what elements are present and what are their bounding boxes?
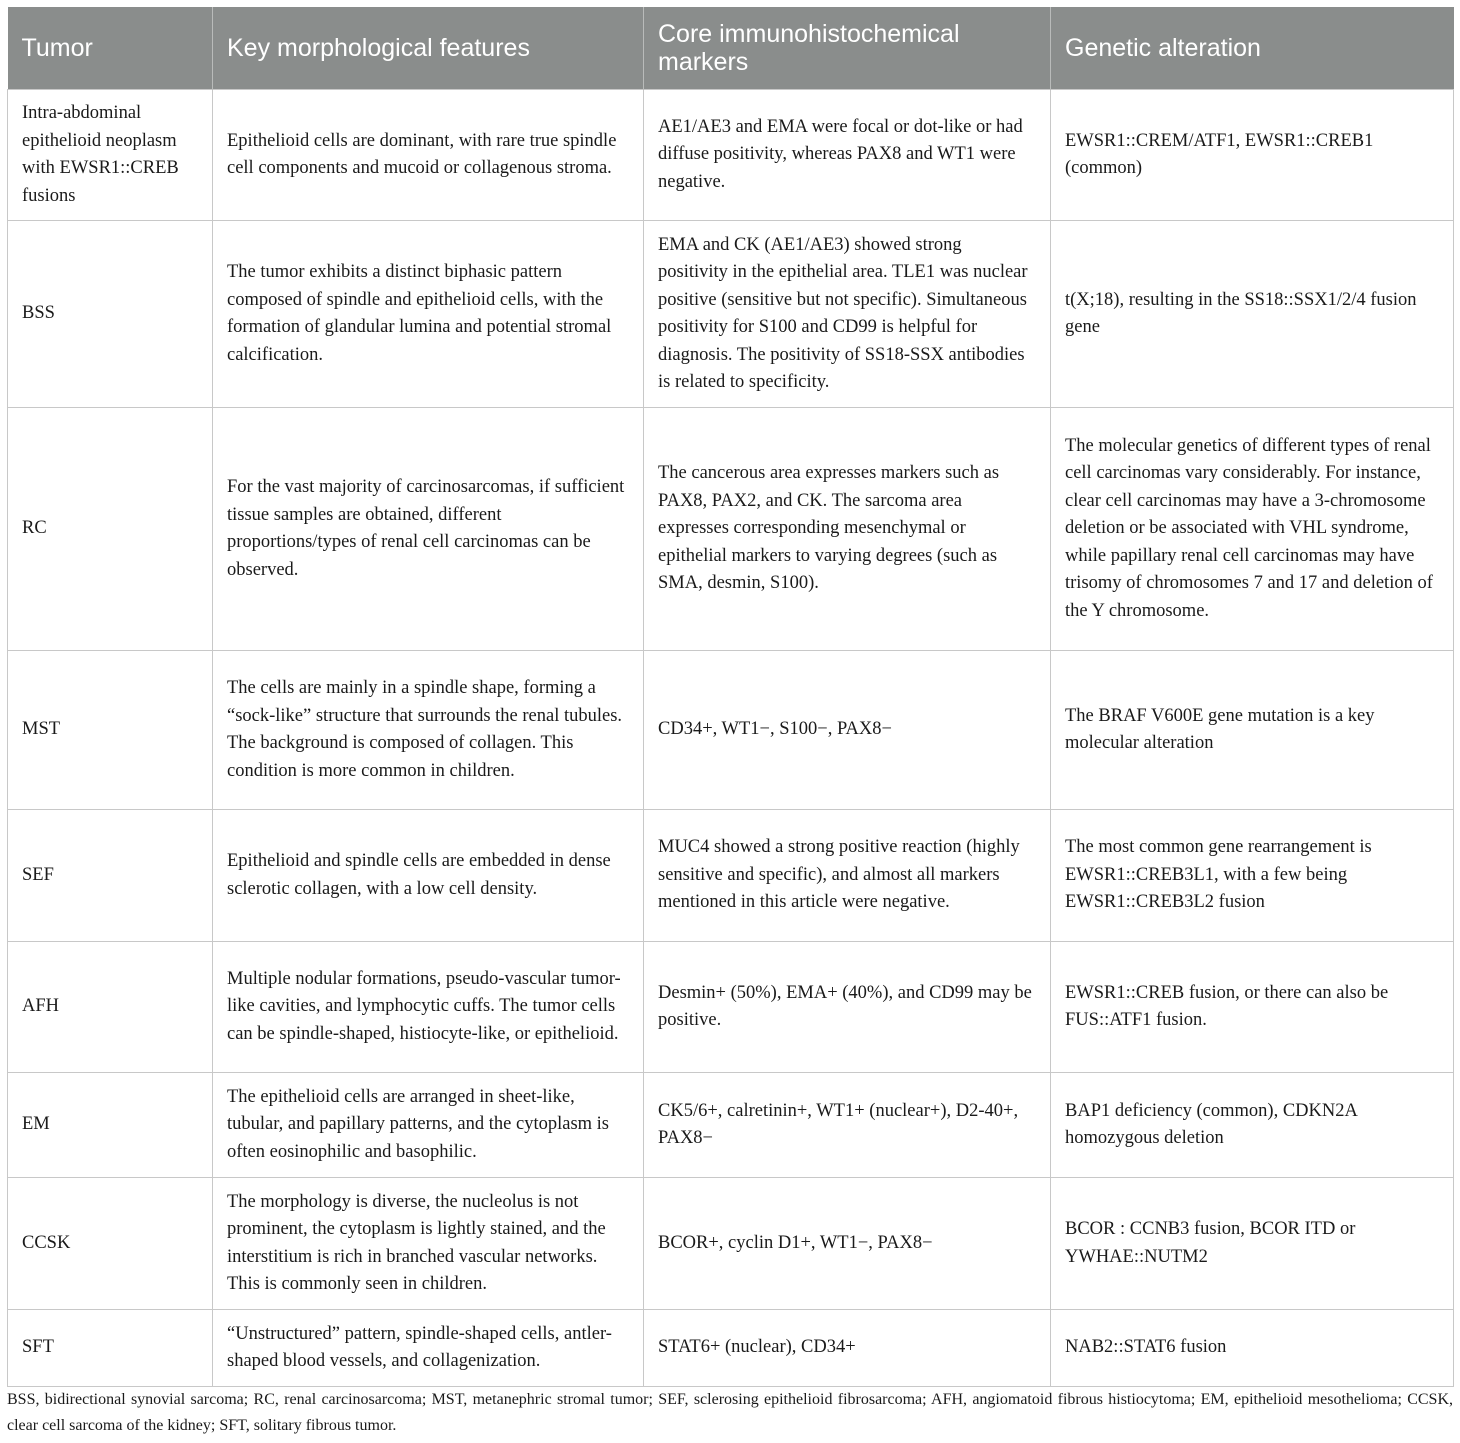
table-row xyxy=(8,651,1454,810)
cell-markers: The cancerous area expresses markers such as PAX8, PAX2, and CK. The sarcoma area expresses corresponding mesenchymal or epithelial markers to varying degrees (such as SMA, desmin, S100). xyxy=(644,408,1051,651)
cell-markers: MUC4 showed a strong positive reaction (highly sensitive and specific), and almost all markers mentioned in this article were negative. xyxy=(644,810,1051,942)
table-footnote: BSS, bidirectional synovial sarcoma; RC, renal carcinosarcoma; MST, metanephric stromal tumor; SEF, sclerosing epithelioid fibrosarcoma; AFH, angiomatoid fibrous histiocytoma; EM, epithelioid mesothelioma; CCSK, clear cell sarcoma of the kidney; SFT, solitary fibrous tumor. xyxy=(7,1391,1453,1434)
cell-tumor: BSS xyxy=(8,221,213,408)
header-genetics: Genetic alteration xyxy=(1051,7,1454,90)
cell-genetics: EWSR1::CREB fusion, or there can also be FUS::ATF1 fusion. xyxy=(1051,942,1454,1073)
table-row xyxy=(8,942,1454,1073)
cell-tumor: MST xyxy=(8,651,213,810)
table-row xyxy=(8,1178,1454,1310)
cell-morphology: Multiple nodular formations, pseudo-vascular tumor-like cavities, and lymphocytic cuffs. The tumor cells can be spindle-shaped, histiocyte-like, or epithelioid. xyxy=(213,942,644,1073)
table-row xyxy=(8,1310,1454,1387)
cell-markers: Desmin+ (50%), EMA+ (40%), and CD99 may be positive. xyxy=(644,942,1051,1073)
cell-genetics: NAB2::STAT6 fusion xyxy=(1051,1310,1454,1387)
header-tumor: Tumor xyxy=(8,7,213,90)
header-markers: Core immunohistochemical markers xyxy=(644,7,1051,90)
table-row xyxy=(8,221,1454,408)
cell-tumor: RC xyxy=(8,408,213,651)
cell-markers: AE1/AE3 and EMA were focal or dot-like or had diffuse positivity, whereas PAX8 and WT1 were negative. xyxy=(644,90,1051,221)
cell-morphology: “Unstructured” pattern, spindle-shaped cells, antler-shaped blood vessels, and collagenization. xyxy=(213,1310,644,1387)
cell-genetics: BAP1 deficiency (common), CDKN2A homozygous deletion xyxy=(1051,1073,1454,1178)
table-row xyxy=(8,408,1454,651)
cell-tumor: AFH xyxy=(8,942,213,1073)
cell-morphology: The morphology is diverse, the nucleolus is not prominent, the cytoplasm is lightly stained, and the interstitium is rich in branched vascular networks. This is commonly seen in children. xyxy=(213,1178,644,1310)
cell-markers: STAT6+ (nuclear), CD34+ xyxy=(644,1310,1051,1387)
cell-morphology: The tumor exhibits a distinct biphasic pattern composed of spindle and epithelioid cells, with the formation of glandular lumina and potential stromal calcification. xyxy=(213,221,644,408)
cell-morphology: The epithelioid cells are arranged in sheet-like, tubular, and papillary patterns, and the cytoplasm is often eosinophilic and basophilic. xyxy=(213,1073,644,1178)
cell-genetics: The BRAF V600E gene mutation is a key molecular alteration xyxy=(1051,651,1454,810)
cell-morphology: The cells are mainly in a spindle shape, forming a “sock-like” structure that surrounds the renal tubules. The background is composed of collagen. This condition is more common in children. xyxy=(213,651,644,810)
cell-genetics: The most common gene rearrangement is EWSR1::CREB3L1, with a few being EWSR1::CREB3L2 fusion xyxy=(1051,810,1454,942)
cell-genetics: EWSR1::CREM/ATF1, EWSR1::CREB1 (common) xyxy=(1051,90,1454,221)
cell-markers: CD34+, WT1−, S100−, PAX8− xyxy=(644,651,1051,810)
cell-genetics: BCOR : CCNB3 fusion, BCOR ITD or YWHAE::NUTM2 xyxy=(1051,1178,1454,1310)
header-morphology: Key morphological features xyxy=(213,7,644,90)
cell-morphology: Epithelioid cells are dominant, with rare true spindle cell components and mucoid or collagenous stroma. xyxy=(213,90,644,221)
cell-tumor: CCSK xyxy=(8,1178,213,1310)
tumor-comparison-table xyxy=(7,7,1454,1387)
cell-genetics: The molecular genetics of different types of renal cell carcinomas vary considerably. For instance, clear cell carcinomas may have a 3-chromosome deletion or be associated with VHL syndrome, while papillary renal cell carcinomas may have trisomy of chromosomes 7 and 17 and deletion of the Y chromosome. xyxy=(1051,408,1454,651)
cell-markers: CK5/6+, calretinin+, WT1+ (nuclear+), D2-40+, PAX8− xyxy=(644,1073,1051,1178)
table-row xyxy=(8,810,1454,942)
cell-morphology: Epithelioid and spindle cells are embedded in dense sclerotic collagen, with a low cell density. xyxy=(213,810,644,942)
cell-tumor: SFT xyxy=(8,1310,213,1387)
cell-tumor: SEF xyxy=(8,810,213,942)
cell-tumor: Intra-abdominal epithelioid neoplasm with EWSR1::CREB fusions xyxy=(8,90,213,221)
table-row xyxy=(8,90,1454,221)
cell-markers: EMA and CK (AE1/AE3) showed strong positivity in the epithelial area. TLE1 was nuclear positive (sensitive but not specific). Simultaneous positivity for S100 and CD99 is helpful for diagnosis. The positivity of SS18-SSX antibodies is related to specificity. xyxy=(644,221,1051,408)
table-header-row xyxy=(8,7,1454,90)
cell-markers: BCOR+, cyclin D1+, WT1−, PAX8− xyxy=(644,1178,1051,1310)
table-row xyxy=(8,1073,1454,1178)
cell-genetics: t(X;18), resulting in the SS18::SSX1/2/4 fusion gene xyxy=(1051,221,1454,408)
cell-morphology: For the vast majority of carcinosarcomas, if sufficient tissue samples are obtained, different proportions/types of renal cell carcinomas can be observed. xyxy=(213,408,644,651)
tumor-comparison-table-container xyxy=(7,7,1453,1387)
cell-tumor: EM xyxy=(8,1073,213,1178)
